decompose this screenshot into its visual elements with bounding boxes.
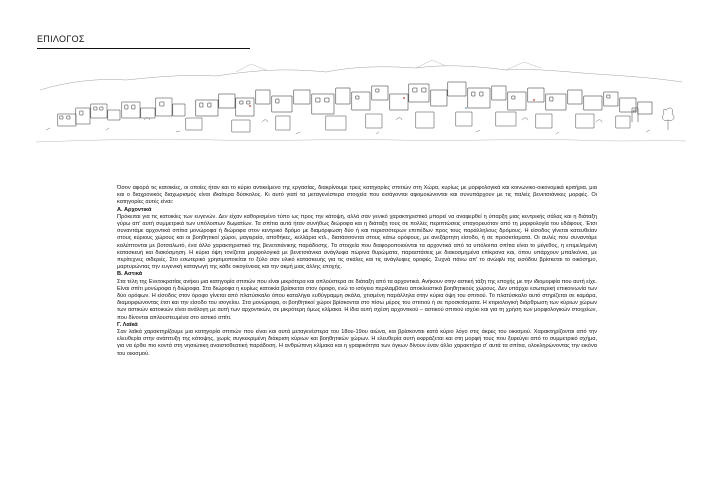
paragraph-astika: Στα τέλη της Ενετοκρατίας ανήκει μια κατηγορία σπιτιών που είναι μικρότερα και απλούστερα σε διάταξη από τα αρχοντικά. Ανήκουν στην αστική τάξη της εποχής με την ιδιομορφία που αυτή είχε. Είναι σπίτι μονώροφα ή διώροφα. Στα διώροφα η κυρίως κατοικία βρίσκεται στον όροφο, ενώ το ισόγειο περιλαμβάνει αποκλειστικά βοηθητικούς χώρους. Δεν υπάρχει εσωτερική επικοινωνία των δύο ορόφων. Η είσοδος στον όροφο γίνεται από πλατύσκαλο όπου καταλήγει ευθύγραμμη σκάλα, χτισμένη παράλληλα στην κύρια όψη του σπιτιού. Το πλατύσκαλο αυτό στηρίζεται σε καμάρα, διαμορφώνοντας έτσι και την είσοδο του ισογείου. Στα μονώροφα, οι βοηθητικοί χώροι βρίσκονται στο πίσω μέρος του σπιτιού ή σε προσκτίσματα. Η κτιριολογική διάρθρωση των κύριων χώρων των αστικών κατοικιών είναι ανάλογη με αυτή των αρχοντικών, σε μικρότερη όμως κλίμακα. Η ίδια αυτή σχέση αρχοντικού – αστικού σπιτιού ισχύει και για τη χρήση των μορφολογικών στοιχείων, που δίνονται απλουστευμένα στο αστικό σπίτι. (117, 278, 597, 321)
intro-paragraph: Όσον αφορά τις κατοικίες, οι οποίες ήταν και το κύριο αντικείμενο της εργασίας, διακρίνουμε τρεις κατηγορίες σπιτιών στη Χώρα, κυρίως με μορφολογικά και κοινωνικο-οικονομικά κριτήρια, μια και ο διαχρονικός διαχωρισμός είναι ιδιαίτερα δύσκολος. Κι αυτό γιατί τα μεταγενέστερα στοιχεία που εισάγονται αφομοιώνονται και συνυπάρχουν με τις παλιές βενετσιάνικες μορφές. Οι κατηγορίες αυτές είναι: (117, 185, 597, 206)
paragraph-archontika: Πρόκειται για τις κατοικίες των ευγενών. Δεν είχαν καθορισμένο τύπο ως προς την κάτοψη, αλλά σαν γενικό χαρακτηριστικό μπορεί να αναφερθεί η ύπαρξη μιας κεντρικής σάλας και η διάταξη γύρω απ' αυτή συμμετρικά των υπόλοιπων δωματίων. Τα σπίτια αυτά ήταν συνήθως διώροφα και η διάταξη τους σε πολλές περιπτώσεις υπαγορευόταν από τη μορφολογία του εδάφους. Έτσι συναντάμε αρχοντικά σπίτια μονώροφα ή διώροφα στον κεντρικό δρόμο με διαμόρφωση δύο ή και περισσότερων επιπέδων προς τους παράλληλους δρόμους. Η είσοδος γίνεται κατευθείαν στους κύριους χώρους και οι βοηθητικοί χώροι, μαγειρεία, αποθήκες, κελλάρια κτλ., διατάσσονται στους κάτω ορόφους, με ανεξάρτητη είσοδο, ή σε προσκτίσματα. Οι αυλές που συναντάμε καλύπτονται με βοτσαλωτό, ένα άλλο χαρακτηριστικό της βενετσιάνικης παράδοσης. Τα στοιχεία που διαφοροποιούνται τα αρχοντικά από τα υπόλοιπα σπίτια είναι το μέγεθος, η επιμελημένη κατασκευή και διακόσμηση. Η κύρια όψη τονίζεται μορφολογικά με βενετσιάνικα ανάγλυφα πώρινα θυρώματα, παραστάσεις με διακοσμημένα επίκρανα και, όπου υπάρχουν μπαλκόνια, με περίτεχνες σιδεριές. Στο εσωτερικό χρησιμοποιείται το ξύλο σαν υλικό κατασκευής για τις σκάλες και τις ανάγλυφες οροφές. Συχνά πάνω απ' το ανώφλι της εισόδου βρίσκεται το οικόσημο, μαρτυρώντας την ευγενική καταγωγή της κάθε οικογένειας και την ακμή μιας άλλης εποχής. (117, 213, 597, 271)
paragraph-laika: Σαν λαϊκά χαρακτηρίζουμε μια κατηγορία σπιτιών που είναι και αυτά μεταγενέστερα του 18ου-19ου αιώνα, και βρίσκονται κατά κύριο λόγο στις άκρες του οικισμού. Χαρακτηρίζονται από την ελευθερία στην ανάπτυξη της κάτοψης, χωρίς συγκεκριμένη διάκριση κύριων και βοηθητικών χώρων. Η ελευθερία αυτή εκφράζεται και στη μορφή τους που ξεφεύγει από το συμμετρικό σχήμα, για να έρθει πιο κοντά στη νησιώτικη αναιστοθεατική παράδοση. Η ανθρώπινη κλίμακα και η γραφικότητα των όγκων δίνουν έναν άλλο χαρακτήρα σ' αυτά τα σπίτια, ολοκληρώνοντας την εικόνα του οικισμού. (117, 329, 597, 357)
heading-archontika: Α. Αρχοντικά (117, 206, 152, 213)
heading-laika: Γ. Λαϊκά (117, 321, 138, 328)
body-text (117, 185, 597, 358)
title-underline (37, 48, 250, 49)
settlement-sketch (36, 50, 686, 166)
heading-astika: Β. Αστικά (117, 271, 143, 278)
section-title: ΕΠΙΛΟΓΟΣ (37, 34, 85, 44)
